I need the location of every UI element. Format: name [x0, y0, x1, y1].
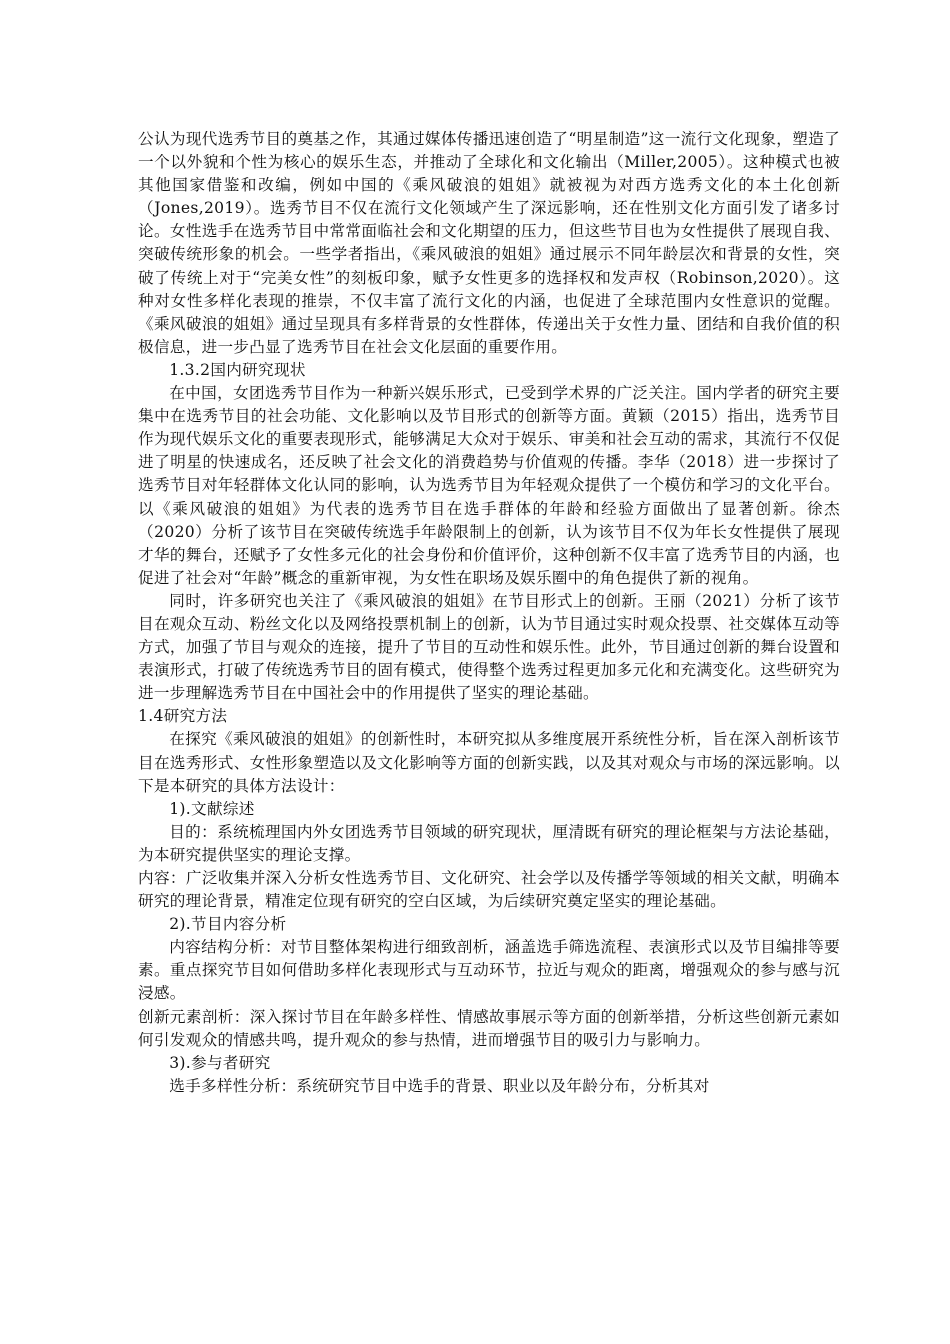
subheading-literature-review: 1).文献综述	[169, 799, 255, 818]
paragraph-innovation-elements: 创新元素剖析：深入探讨节目在年龄多样性、情感故事展示等方面的创新举措，分析这些创新元素如何引发观众的情感共鸣，提升观众的参与热情，进而增强节目的吸引力与影响力。	[138, 1007, 840, 1049]
paragraph-literature-content: 内容：广泛收集并深入分析女性选秀节目、文化研究、社会学以及传播学等领域的相关文献，明确本研究的理论背景，精准定位现有研究的空白区域，为后续研究奠定坚实的理论基础。	[138, 869, 840, 911]
paragraph-international-research: 公认为现代选秀节目的奠基之作，其通过媒体传播迅速创造了“明星制造”这一流行文化现象，塑造了一个以外貌和个性为核心的娱乐生态，并推动了全球化和文化输出（Miller,2005）。这种模式也被其他国家借鉴和改编，例如中国的《乘风破浪的姐姐》就被视为对西方选秀文化的本土化创新（Jones,2019）。选秀节目不仅在流行文化领域产生了深远影响，还在性别文化方面引发了诸多讨论。女性选手在选秀节目中常常面临社会和文化期望的压力，但这些节目也为女性提供了展现自我、突破传统形象的机会。一些学者指出，《乘风破浪的姐姐》通过展示不同年龄层次和背景的女性，突破了传统上对于“完美女性”的刻板印象，赋予女性更多的选择权和发声权（Robinson,2020）。这种对女性多样化表现的推崇，不仅丰富了流行文化的内涵，也促进了全球范围内女性意识的觉醒。《乘风破浪的姐姐》通过呈现具有多样背景的女性群体，传递出关于女性力量、团结和自我价值的积极信息，进一步凸显了选秀节目在社会文化层面的重要作用。	[138, 130, 840, 356]
subheading-participant-research: 3).参与者研究	[169, 1053, 271, 1072]
paragraph-literature-purpose: 目的：系统梳理国内外女团选秀节目领域的研究现状，厘清既有研究的理论框架与方法论基础，为本研究提供坚实的理论支撑。	[138, 822, 840, 864]
document-page	[138, 128, 840, 1098]
paragraph-format-innovation: 同时，许多研究也关注了《乘风破浪的姐姐》在节目形式上的创新。王丽（2021）分析了该节目在观众互动、粉丝文化以及网络投票机制上的创新，认为节目通过实时观众投票、社交媒体互动等方式，加强了节目与观众的连接，提升了节目的互动性和娱乐性。此外，节目通过创新的舞台设置和表演形式，打破了传统选秀节目的固有模式，使得整个选秀过程更加多元化和充满变化。这些研究为进一步理解选秀节目在中国社会中的作用提供了坚实的理论基础。	[138, 591, 840, 703]
paragraph-method-intro: 在探究《乘风破浪的姐姐》的创新性时，本研究拟从多维度展开系统性分析，旨在深入剖析该节目在选秀形式、女性形象塑造以及文化影响等方面的创新实践，以及其对观众与市场的深远影响。以下是本研究的具体方法设计：	[138, 730, 840, 795]
paragraph-structure-analysis: 内容结构分析：对节目整体架构进行细致剖析，涵盖选手筛选流程、表演形式以及节目编排等要素。重点探究节目如何借助多样化表现形式与互动环节，拉近与观众的距离，增强观众的参与感与沉浸感。	[138, 938, 840, 1003]
paragraph-contestant-diversity: 选手多样性分析：系统研究节目中选手的背景、职业以及年龄分布，分析其对	[169, 1076, 710, 1095]
paragraph-domestic-research: 在中国，女团选秀节目作为一种新兴娱乐形式，已受到学术界的广泛关注。国内学者的研究主要集中在选秀节目的社会功能、文化影响以及节目形式的创新等方面。黄颖（2015）指出，选秀节目作为现代娱乐文化的重要表现形式，能够满足大众对于娱乐、审美和社会互动的需求，其流行不仅促进了明星的快速成名，还反映了社会文化的消费趋势与价值观的传播。李华（2018）进一步探讨了选秀节目对年轻群体文化认同的影响，认为选秀节目为年轻观众提供了一个模仿和学习的文化平台。 以《乘风破浪的姐姐》为代表的选秀节目在选手群体的年龄和经验方面做出了显著创新。徐杰（2020）分析了该节目在突破传统选手年龄限制上的创新，认为该节目不仅为年长女性提供了展现才华的舞台，还赋予了女性多元化的社会身份和价值评价，这种创新不仅丰富了选秀节目的内涵，也促进了社会对“年龄”概念的重新审视，为女性在职场及娱乐圈中的角色提供了新的视角。	[138, 384, 840, 587]
section-heading-1-3-2: 1.3.2国内研究现状	[169, 360, 306, 379]
section-heading-1-4: 1.4研究方法	[138, 707, 228, 726]
subheading-content-analysis: 2).节目内容分析	[169, 915, 287, 934]
